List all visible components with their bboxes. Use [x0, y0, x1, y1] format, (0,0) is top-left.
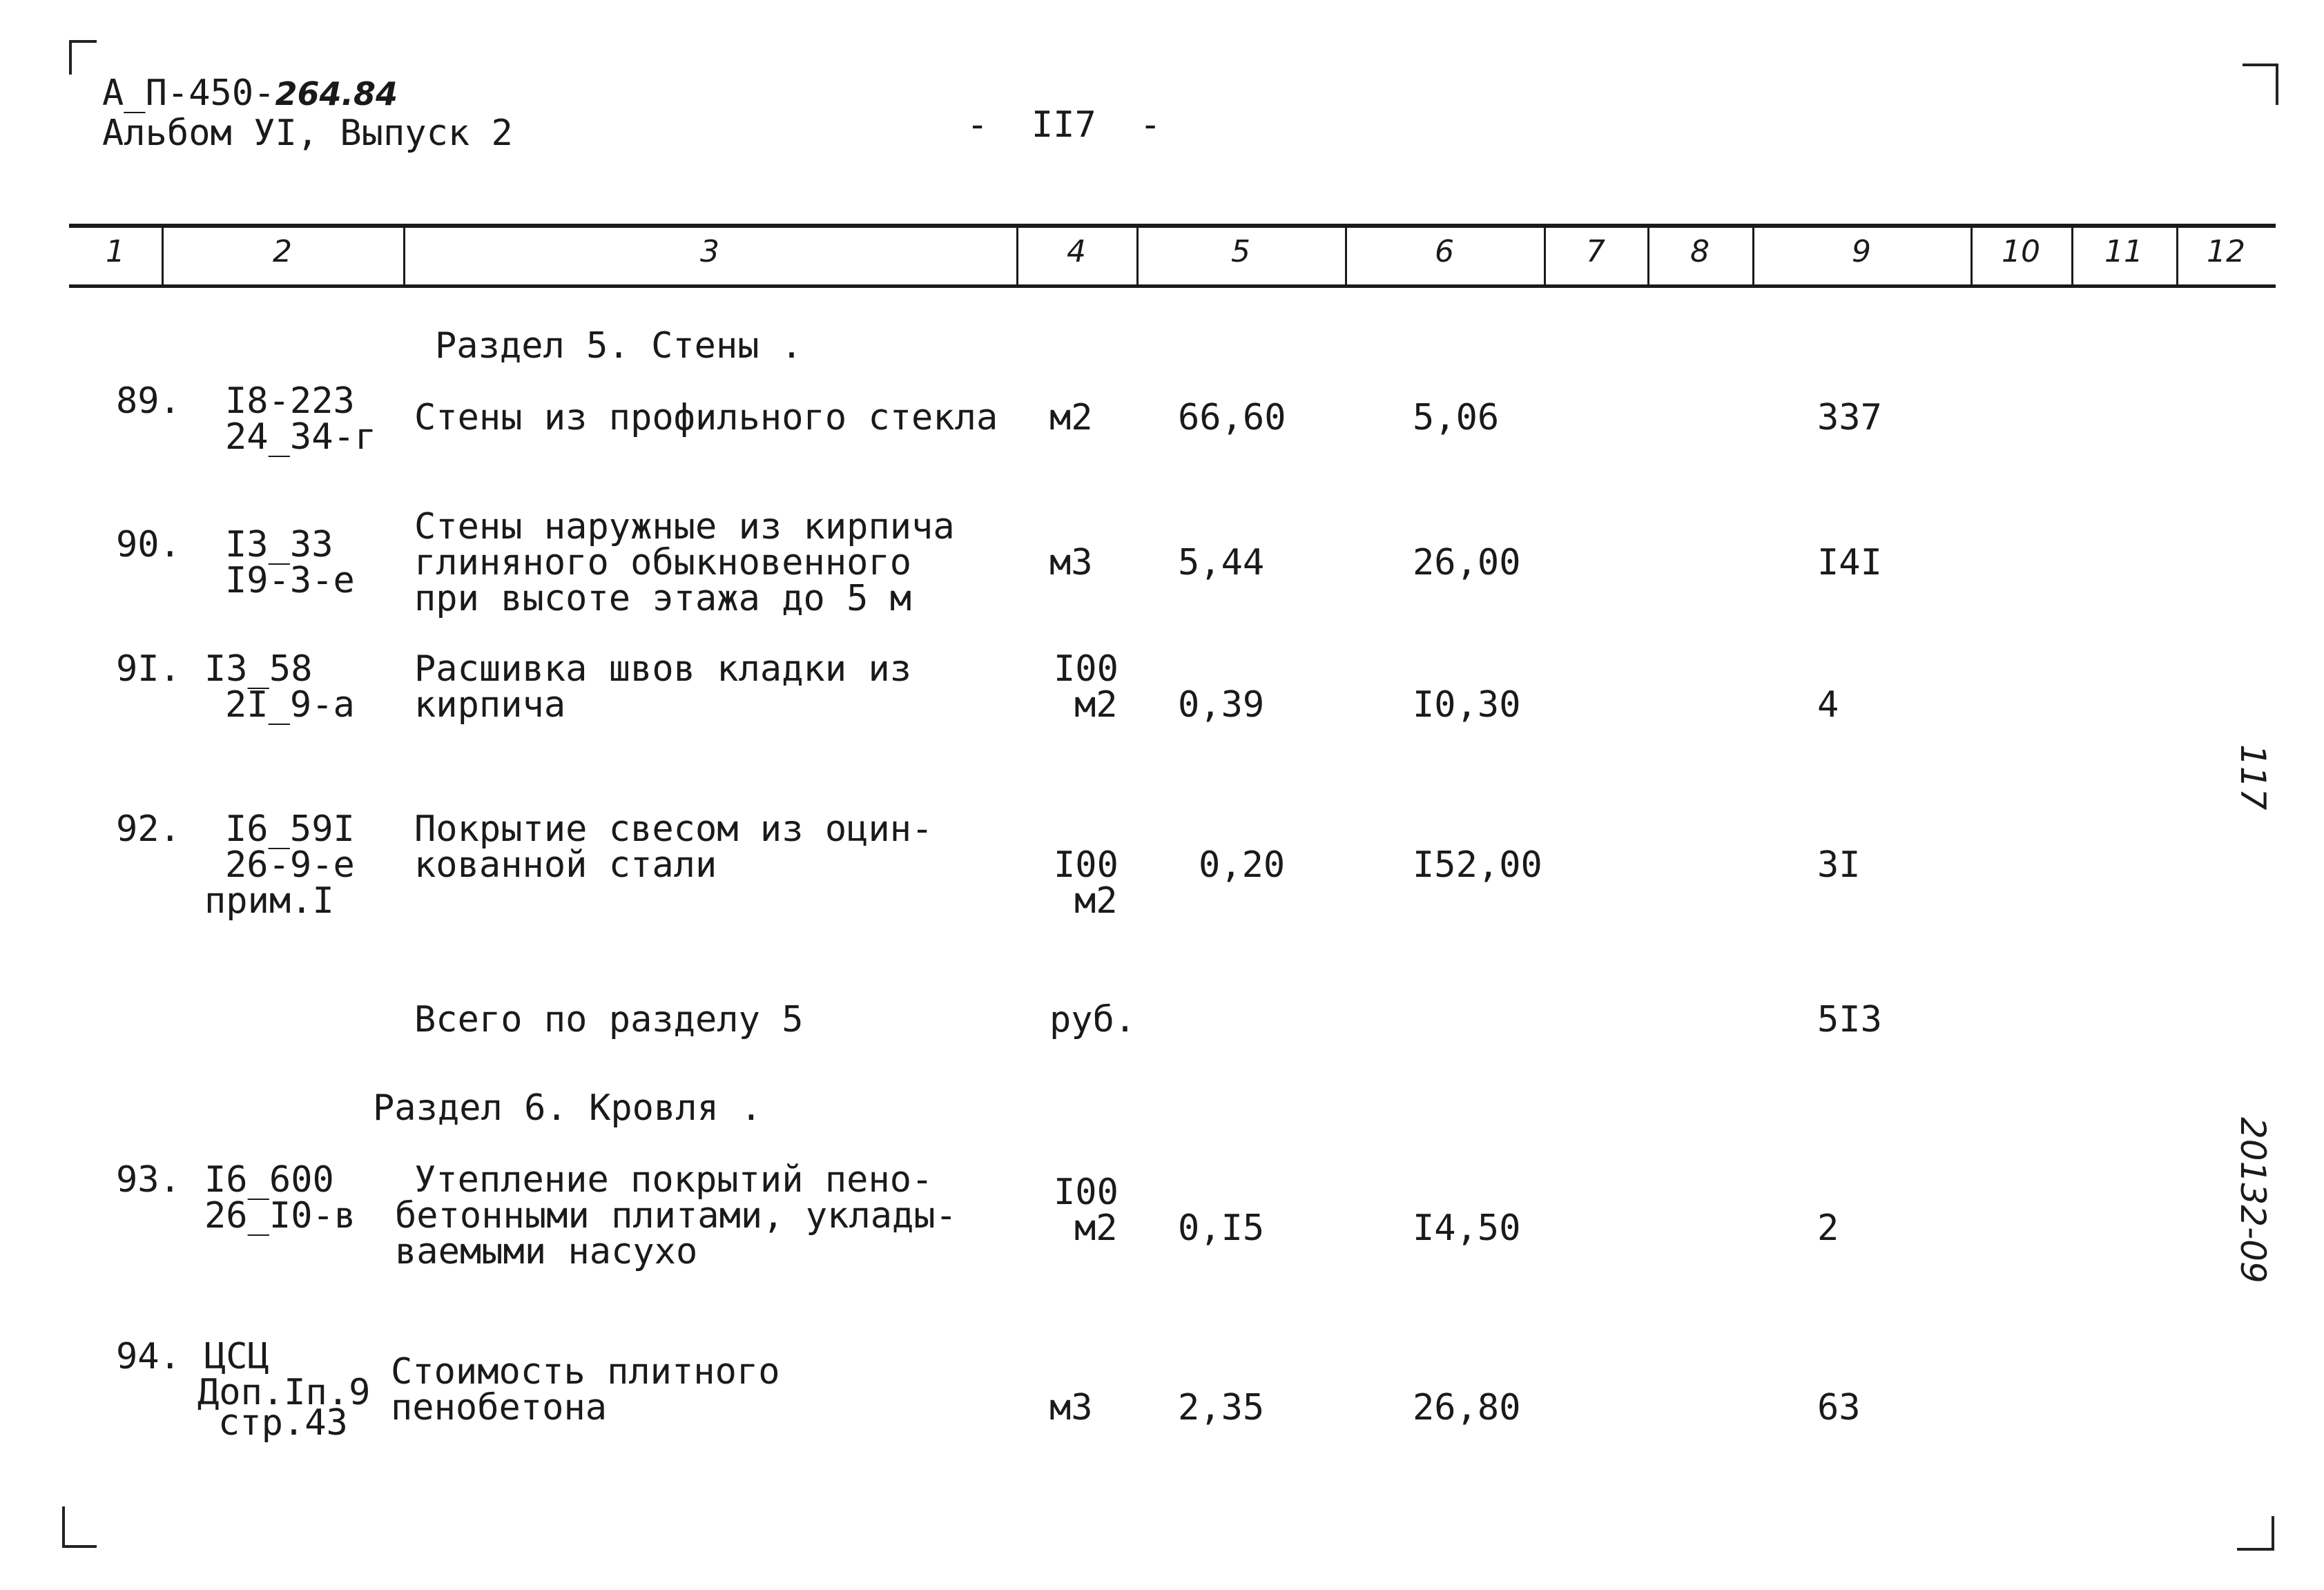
- margin-page-number: 117: [2233, 744, 2273, 811]
- row-description-line: Стены из профильного стекла: [414, 397, 998, 438]
- row-quantity: 66,60: [1178, 397, 1286, 438]
- row-number: 92.: [116, 808, 181, 850]
- column-number: 10: [2002, 234, 2040, 269]
- document-code-prefix: А_П-450-: [102, 72, 275, 114]
- row-unit-price: I52,00: [1413, 844, 1542, 886]
- row-number: 9I.: [116, 648, 181, 690]
- row-code-line: I6_600: [204, 1159, 334, 1201]
- document-code: [102, 72, 398, 114]
- subtotal-label: Всего по разделу 5: [414, 999, 804, 1040]
- column-number: 11: [2104, 234, 2143, 269]
- row-code-line: I8-223: [225, 380, 355, 422]
- row-unit-line: м3: [1049, 1387, 1093, 1428]
- row-unit-price: I4,50: [1413, 1208, 1521, 1249]
- row-number: 94.: [116, 1336, 181, 1377]
- row-description-line: глиняного обыкновенного: [414, 542, 912, 583]
- album-title: Альбом УI, Выпуск 2: [102, 113, 513, 154]
- crop-mark-bottom-right: [2237, 1516, 2274, 1551]
- table-header-bottom-rule: [69, 284, 2276, 288]
- row-code-line: прим.I: [204, 880, 334, 922]
- row-number: 89.: [116, 380, 181, 422]
- document-code-suffix: 264.84: [275, 75, 398, 113]
- row-code-line: I9-3-е: [225, 560, 355, 601]
- row-total: 2: [1817, 1208, 1839, 1249]
- column-number: 6: [1435, 234, 1454, 269]
- row-unit-price: 5,06: [1413, 397, 1500, 438]
- row-code-line: I3_33: [225, 524, 333, 565]
- row-description-line: Расшивка швов кладки из: [414, 648, 912, 690]
- column-number: 12: [2207, 234, 2245, 269]
- row-description-line: ваемыми насухо: [395, 1231, 698, 1272]
- row-unit-line: I00: [1054, 844, 1119, 886]
- row-unit-price: 26,80: [1413, 1387, 1521, 1428]
- row-description-line: кованной стали: [414, 844, 717, 886]
- column-number: 5: [1231, 234, 1250, 269]
- row-quantity: 0,20: [1199, 844, 1286, 886]
- row-unit-line: м2: [1074, 1208, 1118, 1249]
- row-unit-line: м2: [1074, 684, 1118, 726]
- row-unit-price: I0,30: [1413, 684, 1521, 726]
- column-number: 7: [1586, 234, 1605, 269]
- section-title: Раздел 5. Стены .: [435, 325, 803, 367]
- crop-mark-top-right: [2243, 64, 2278, 105]
- row-unit-line: I00: [1054, 1172, 1119, 1213]
- row-total: I4I: [1817, 542, 1882, 583]
- page-number: - II7 -: [967, 104, 1161, 146]
- table-header-top-rule: [69, 224, 2276, 228]
- row-description-line: Утепление покрытий пено-: [414, 1159, 933, 1201]
- column-number: 1: [106, 234, 125, 269]
- row-code-line: стр.43: [218, 1402, 348, 1444]
- row-number: 93.: [116, 1159, 181, 1201]
- column-number: 4: [1067, 234, 1086, 269]
- row-total: 63: [1817, 1387, 1861, 1428]
- row-description-line: кирпича: [414, 684, 566, 726]
- row-number: 90.: [116, 524, 181, 565]
- row-quantity: 5,44: [1178, 542, 1265, 583]
- column-number: 8: [1690, 234, 1710, 269]
- row-code-line: ЦСЦ: [204, 1336, 269, 1377]
- row-code-line: Доп.Iп.9: [197, 1372, 371, 1413]
- subtotal-total: 5I3: [1817, 999, 1882, 1040]
- row-unit-line: м3: [1049, 542, 1093, 583]
- row-description-line: Стены наружные из кирпича: [414, 506, 955, 547]
- row-description-line: бетонными плитами, уклады-: [395, 1195, 957, 1237]
- subtotal-unit: руб.: [1049, 999, 1136, 1040]
- crop-mark-bottom-left: [62, 1506, 97, 1548]
- row-unit-line: I00: [1054, 648, 1119, 690]
- column-number: 3: [700, 234, 719, 269]
- row-description-line: при высоте этажа до 5 м: [414, 578, 912, 619]
- crop-mark-top-left: [69, 40, 97, 75]
- column-number: 9: [1852, 234, 1871, 269]
- row-code-line: 26_I0-в: [204, 1195, 356, 1237]
- row-code-line: 24_34-г: [225, 416, 377, 458]
- row-description-line: пенобетона: [391, 1387, 608, 1428]
- row-total: 4: [1817, 684, 1839, 726]
- row-unit-line: м2: [1074, 880, 1118, 922]
- section-title: Раздел 6. Кровля .: [373, 1087, 762, 1129]
- row-description-line: Покрытие свесом из оцин-: [414, 808, 933, 850]
- row-code-line: I3_58: [204, 648, 313, 690]
- row-quantity: 0,I5: [1178, 1208, 1265, 1249]
- row-description-line: Стоимость плитного: [391, 1351, 780, 1393]
- row-unit-price: 26,00: [1413, 542, 1521, 583]
- row-code-line: I6_59I: [225, 808, 355, 850]
- row-quantity: 0,39: [1178, 684, 1265, 726]
- row-code-line: 2I_9-а: [225, 684, 355, 726]
- margin-document-id: 20132-09: [2233, 1117, 2273, 1283]
- row-total: 337: [1817, 397, 1882, 438]
- row-code-line: 26-9-е: [225, 844, 355, 886]
- row-unit-line: м2: [1049, 397, 1093, 438]
- row-total: 3I: [1817, 844, 1861, 886]
- column-number: 2: [273, 234, 292, 269]
- row-quantity: 2,35: [1178, 1387, 1265, 1428]
